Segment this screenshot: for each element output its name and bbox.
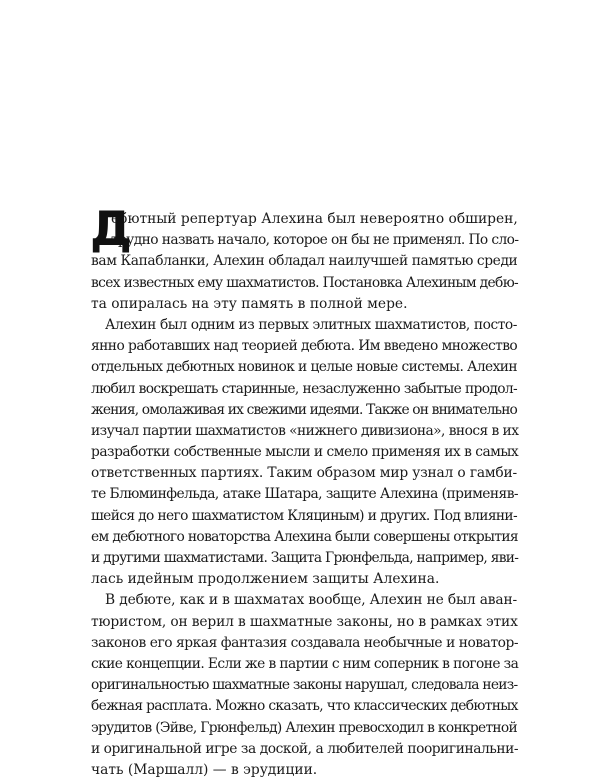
text-line: изучал партии шахматистов «нижнего дивизиона», внося в их xyxy=(91,422,519,439)
text-line: ебютный репертуар Алехина был невероятно обширен, xyxy=(111,211,518,227)
text-line: законов его яркая фантазия создавала необычные и новатор- xyxy=(91,634,519,651)
text-line: шейся до него шахматистом Кляциным) и других. Под влияни- xyxy=(91,507,517,524)
text-line: те Блюминфельда, атаке Шатара, защите Алехина (применяв- xyxy=(91,486,519,503)
text-line: отдельных дебютных новинок и целые новые системы. Алехин xyxy=(91,359,517,376)
text-line: и оригинальной игре за доской, а любителей пооригинальни- xyxy=(91,740,519,757)
paragraph-3 xyxy=(91,590,517,781)
text-line: оригинальностью шахматные законы нарушал, следовала неиз- xyxy=(91,677,518,694)
text-line: трудно назвать начало, которое он бы не применял. По сло- xyxy=(111,232,519,249)
text-line: любил воскрешать старинные, незаслуженно забытые продол- xyxy=(91,380,517,397)
text-line: вам Капабланки, Алехин обладал наилучшей памятью среди xyxy=(91,253,518,270)
text-line: Алехин был одним из первых элитных шахматистов, посто- xyxy=(105,316,517,333)
text-line: та опиралась на эту память в полной мере. xyxy=(91,295,408,312)
text-line: В дебюте, как и в шахматах вообще, Алехин не был аван- xyxy=(105,592,518,609)
text-line: и другими шахматистами. Защита Грюнфельда, например, яви- xyxy=(91,550,519,566)
text-line: тюристом, он верил в шахматные законы, но в рамках этих xyxy=(91,613,518,630)
text-line: всех известных ему шахматистов. Постановка Алехиным дебю- xyxy=(91,274,519,291)
text-line: ответственных партиях. Таким образом мир узнал о гамби- xyxy=(91,465,517,482)
text-line: бежная расплата. Можно сказать, что классических дебютных xyxy=(91,698,518,715)
text-line: разработки собственные мысли и смело применяя их в самых xyxy=(91,444,519,461)
paragraph-1 xyxy=(90,202,519,315)
text-line: ем дебютного новаторства Алехина были совершены открытия xyxy=(91,528,518,545)
text-line: жения, омолаживая их свежими идеями. Также он внимательно xyxy=(91,401,517,418)
text-line: янно работавших над теорией дебюта. Им введено множество xyxy=(91,338,518,355)
text-line: чать (Маршалл) — в эрудиции. xyxy=(91,761,318,778)
text-line: ские концепции. Если же в партии с ним соперник в погоне за xyxy=(91,655,519,672)
drop-cap-letter: Д xyxy=(90,202,132,257)
text-line: лась идейным продолжением защиты Алехина. xyxy=(91,571,440,588)
book-page-text xyxy=(90,202,519,781)
paragraph-2 xyxy=(91,315,517,590)
text-line: эрудитов (Эйве, Грюнфельд) Алехин превосходил в конкретной xyxy=(91,719,517,736)
